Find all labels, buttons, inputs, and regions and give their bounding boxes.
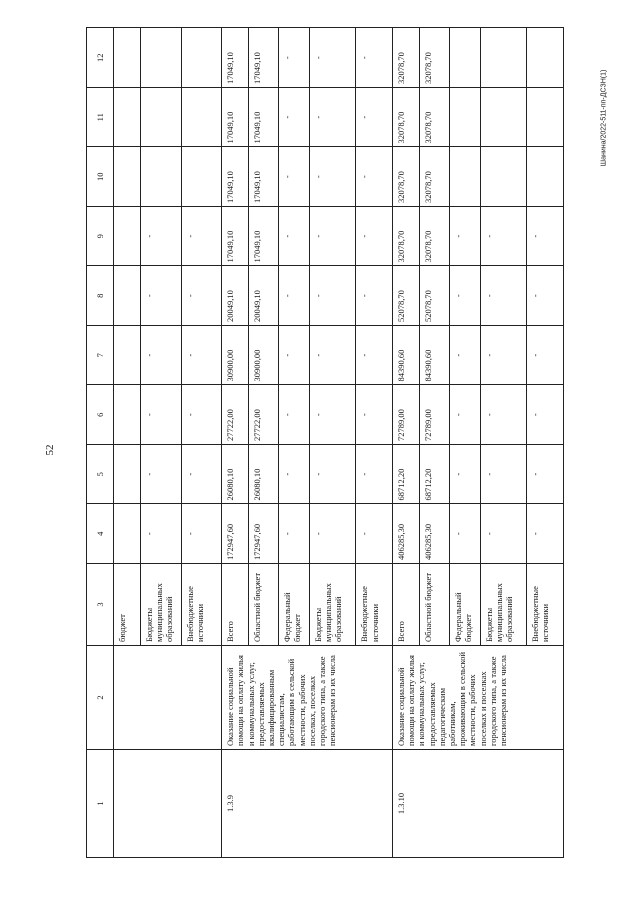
value-cell: - bbox=[450, 385, 481, 445]
value-cell: - bbox=[309, 385, 356, 445]
source-label: Внебюджетные источники bbox=[356, 564, 393, 646]
item-code: 1.3.10 bbox=[393, 750, 564, 858]
value-cell: - bbox=[527, 504, 564, 564]
value-cell bbox=[114, 266, 140, 326]
header-cell: 11 bbox=[87, 88, 114, 148]
value-cell: - bbox=[181, 445, 222, 505]
empty-name-cell bbox=[114, 646, 222, 750]
value-cell bbox=[114, 504, 140, 564]
value-cell: 27722,00 bbox=[222, 385, 248, 445]
source-label: Федеральный бюджет bbox=[279, 564, 310, 646]
source-label: Всего bbox=[222, 564, 248, 646]
value-cell: 52078,70 bbox=[393, 266, 419, 326]
value-cell: - bbox=[279, 504, 310, 564]
value-cell bbox=[114, 385, 140, 445]
value-cell: - bbox=[480, 266, 527, 326]
header-cell: 3 bbox=[87, 564, 114, 646]
source-label: Внебюджетные источники bbox=[527, 564, 564, 646]
value-cell: - bbox=[279, 326, 310, 386]
value-cell: - bbox=[309, 326, 356, 386]
value-cell: 20049,10 bbox=[248, 266, 279, 326]
funding-table bbox=[86, 28, 564, 859]
value-cell: 32078,70 bbox=[419, 88, 450, 148]
value-cell bbox=[140, 147, 181, 207]
value-cell: 406285,30 bbox=[419, 504, 450, 564]
value-cell: 172947,60 bbox=[222, 504, 248, 564]
header-cell: 2 bbox=[87, 646, 114, 750]
value-cell: - bbox=[309, 88, 356, 148]
value-cell: - bbox=[356, 28, 393, 88]
value-cell: 30900,00 bbox=[248, 326, 279, 386]
value-cell: - bbox=[356, 266, 393, 326]
value-cell: 17049,10 bbox=[222, 147, 248, 207]
value-cell: - bbox=[279, 88, 310, 148]
source-label: Областной бюджет bbox=[248, 564, 279, 646]
header-cell: 7 bbox=[87, 326, 114, 386]
value-cell: 68712,20 bbox=[393, 445, 419, 505]
value-cell: - bbox=[356, 445, 393, 505]
value-cell: - bbox=[450, 207, 481, 267]
value-cell bbox=[181, 88, 222, 148]
value-cell: - bbox=[140, 266, 181, 326]
value-cell: - bbox=[309, 504, 356, 564]
header-cell: 5 bbox=[87, 445, 114, 505]
source-label: Бюджеты муниципальных образований bbox=[309, 564, 356, 646]
header-cell: 12 bbox=[87, 28, 114, 88]
value-cell: 30900,00 bbox=[222, 326, 248, 386]
value-cell: 172947,60 bbox=[248, 504, 279, 564]
value-cell: - bbox=[450, 445, 481, 505]
source-label: Бюджеты муниципальных образований bbox=[140, 564, 181, 646]
value-cell: 84390,60 bbox=[419, 326, 450, 386]
value-cell: 26080,10 bbox=[222, 445, 248, 505]
value-cell: - bbox=[140, 385, 181, 445]
header-cell: 6 bbox=[87, 385, 114, 445]
source-label: Всего bbox=[393, 564, 419, 646]
value-cell bbox=[480, 147, 527, 207]
value-cell: - bbox=[356, 88, 393, 148]
value-cell: - bbox=[140, 207, 181, 267]
header-cell: 10 bbox=[87, 147, 114, 207]
value-cell: - bbox=[279, 266, 310, 326]
source-label: бюджет bbox=[114, 564, 140, 646]
value-cell: 406285,30 bbox=[393, 504, 419, 564]
value-cell: - bbox=[480, 207, 527, 267]
value-cell: - bbox=[480, 326, 527, 386]
value-cell: - bbox=[309, 28, 356, 88]
value-cell bbox=[527, 28, 564, 88]
value-cell: - bbox=[309, 266, 356, 326]
empty-code-cell bbox=[114, 750, 222, 858]
document-code: Шанина/2022-511-пп-ДСЗН(1) bbox=[600, 69, 608, 167]
value-cell: - bbox=[279, 385, 310, 445]
value-cell: - bbox=[279, 207, 310, 267]
item-name: Оказание социальной помощи на оплату жилья и коммунальных услуг, предоставляемых квалифицированным специалистам, работающим в сельской местности, рабочих поселках, поселках городского типа, а также пенсионерам из их числа bbox=[222, 646, 393, 750]
value-cell bbox=[114, 147, 140, 207]
value-cell bbox=[181, 147, 222, 207]
value-cell: - bbox=[356, 385, 393, 445]
page-number: 52 bbox=[44, 444, 56, 456]
value-cell: - bbox=[181, 504, 222, 564]
value-cell: - bbox=[181, 207, 222, 267]
value-cell: 17049,10 bbox=[222, 88, 248, 148]
value-cell: 27722,00 bbox=[248, 385, 279, 445]
value-cell: 72789,00 bbox=[393, 385, 419, 445]
value-cell bbox=[114, 88, 140, 148]
value-cell: 26080,10 bbox=[248, 445, 279, 505]
value-cell: 20049,10 bbox=[222, 266, 248, 326]
value-cell: - bbox=[450, 504, 481, 564]
value-cell bbox=[450, 88, 481, 148]
value-cell: - bbox=[527, 266, 564, 326]
value-cell: 17049,10 bbox=[248, 88, 279, 148]
table-region bbox=[86, 30, 564, 858]
value-cell bbox=[450, 147, 481, 207]
source-label: Внебюджетные источники bbox=[181, 564, 222, 646]
value-cell bbox=[114, 445, 140, 505]
value-cell bbox=[140, 28, 181, 88]
value-cell: 32078,70 bbox=[419, 207, 450, 267]
header-cell: 8 bbox=[87, 266, 114, 326]
item-code: 1.3.9 bbox=[222, 750, 393, 858]
value-cell bbox=[114, 326, 140, 386]
value-cell: 17049,10 bbox=[222, 207, 248, 267]
value-cell: - bbox=[279, 445, 310, 505]
value-cell: 32078,70 bbox=[393, 88, 419, 148]
value-cell bbox=[181, 28, 222, 88]
value-cell: - bbox=[140, 504, 181, 564]
value-cell: 52078,70 bbox=[419, 266, 450, 326]
value-cell: 17049,10 bbox=[248, 207, 279, 267]
header-cell: 4 bbox=[87, 504, 114, 564]
value-cell: - bbox=[181, 266, 222, 326]
value-cell: - bbox=[309, 445, 356, 505]
value-cell: - bbox=[356, 147, 393, 207]
value-cell: - bbox=[181, 326, 222, 386]
rotated-table-container bbox=[86, 30, 564, 858]
header-cell: 1 bbox=[87, 750, 114, 858]
value-cell: - bbox=[480, 445, 527, 505]
value-cell bbox=[114, 28, 140, 88]
value-cell: - bbox=[356, 326, 393, 386]
value-cell: - bbox=[181, 385, 222, 445]
value-cell: - bbox=[356, 207, 393, 267]
value-cell: - bbox=[527, 207, 564, 267]
value-cell bbox=[527, 147, 564, 207]
source-label: Областной бюджет bbox=[419, 564, 450, 646]
value-cell: 17049,10 bbox=[248, 28, 279, 88]
value-cell: 72789,00 bbox=[419, 385, 450, 445]
value-cell: - bbox=[480, 504, 527, 564]
value-cell: 17049,10 bbox=[248, 147, 279, 207]
value-cell: - bbox=[140, 326, 181, 386]
value-cell bbox=[527, 88, 564, 148]
table-row bbox=[222, 28, 248, 858]
value-cell: - bbox=[356, 504, 393, 564]
source-label: Бюджеты муниципальных образований bbox=[480, 564, 527, 646]
value-cell: 17049,10 bbox=[222, 28, 248, 88]
value-cell bbox=[480, 28, 527, 88]
value-cell: - bbox=[309, 147, 356, 207]
value-cell: 32078,70 bbox=[393, 207, 419, 267]
value-cell: 32078,70 bbox=[419, 28, 450, 88]
value-cell bbox=[140, 88, 181, 148]
value-cell: - bbox=[527, 385, 564, 445]
value-cell: - bbox=[450, 266, 481, 326]
value-cell: - bbox=[527, 445, 564, 505]
value-cell: 68712,20 bbox=[419, 445, 450, 505]
header-row bbox=[87, 28, 114, 858]
value-cell: - bbox=[140, 445, 181, 505]
value-cell: - bbox=[527, 326, 564, 386]
value-cell: - bbox=[279, 147, 310, 207]
source-label: Федеральный бюджет bbox=[450, 564, 481, 646]
header-cell: 9 bbox=[87, 207, 114, 267]
value-cell: - bbox=[450, 326, 481, 386]
value-cell bbox=[114, 207, 140, 267]
value-cell: - bbox=[309, 207, 356, 267]
value-cell: 84390,60 bbox=[393, 326, 419, 386]
value-cell: 32078,70 bbox=[393, 147, 419, 207]
value-cell bbox=[480, 88, 527, 148]
value-cell: - bbox=[480, 385, 527, 445]
value-cell: 32078,70 bbox=[419, 147, 450, 207]
value-cell bbox=[450, 28, 481, 88]
table-row bbox=[114, 28, 140, 858]
value-cell: 32078,70 bbox=[393, 28, 419, 88]
item-name: Оказание социальной помощи на оплату жилья и коммунальных услуг, предоставляемых педагогическим работникам, проживающим в сельской местности, рабочих поселках и поселках городского типа, а также пенсионерам из их числа bbox=[393, 646, 564, 750]
value-cell: - bbox=[279, 28, 310, 88]
table-row bbox=[393, 28, 419, 858]
